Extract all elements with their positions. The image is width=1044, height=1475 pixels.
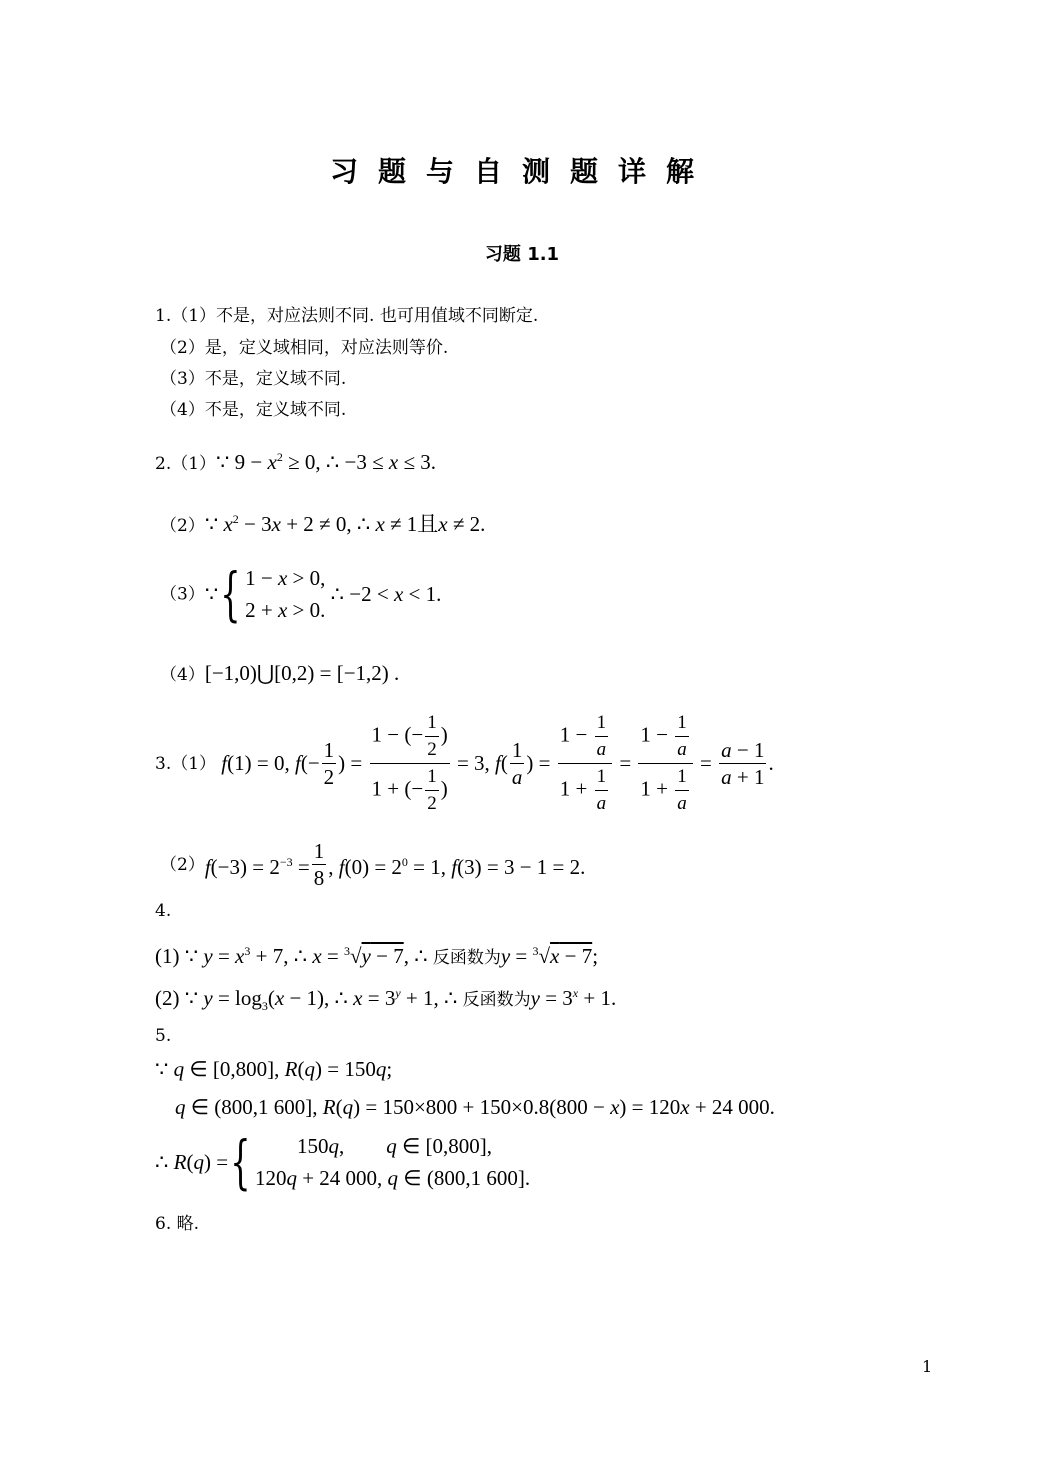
q3-part-2-label: （2） [160, 854, 205, 875]
q1-line-3: （3）不是，定义域不同. [160, 369, 347, 389]
q2-part-4-label: （4） [160, 665, 205, 685]
q2-part-1-label: 2.（1） [155, 454, 217, 474]
q3-part-2-formula: $f(-3) = 2^{-3}$ = $\frac{1}{8}$ , $f(0) = 2^0 = 1$, f(3) = 3 − 1 = 2. [204, 839, 586, 890]
section-title: 习题 1.1 [484, 244, 560, 265]
q3-part-1-label: 3.（1） [155, 753, 217, 774]
q2-part-2 [160, 508, 485, 537]
q4-inverse-text-1: 反函数为 [432, 948, 501, 968]
q3-part-2 [160, 838, 585, 891]
q4-label: 4. [155, 901, 172, 921]
q4-inverse-text-2: 反函数为 [462, 990, 531, 1010]
q4-part-2: (2) ∵ $y = \log_3(x - 1)$, ∴ $x = 3^y + 1$, ∴ 反函数为$y = 3^x + 1$. [155, 986, 617, 1014]
q5-label: 5. [155, 1026, 172, 1046]
q2-part-4 [160, 662, 399, 686]
q1-line-2: （2）是，定义域相同，对应法则等价. [160, 338, 449, 358]
q3-part-1 [155, 710, 774, 817]
q3-part-1-formula: f(1) = 0, f(− $\frac{1}{2}$ ) = 1 − (− $\frac{1}{2}$ ) 1 + (− $\frac{1}{2}$ ) = 3, f( $\frac{1}{a}$ ) = 1 − $\frac{1}{a}$ 1 + $\frac{1}{a}$ = 1 − $\frac{1}{a}$ 1 + $\frac{1}{a}$ = $\frac{a - 1}{a + 1}$ . [221, 712, 774, 814]
q2-part-1-formula: ∵ $9 - x^2 \ge 0$, ∴ −3 ≤ x ≤ 3. [216, 450, 436, 474]
q2-part-3 [160, 562, 441, 626]
q2-part-1 [155, 446, 436, 475]
page-number: 1 [922, 1357, 933, 1376]
q4-part-1: (1) ∵ $y = x^3 + 7$, ∴ x = $^3$√y − 7, ∴ 反函数为y = $^3$√x − 7; [155, 944, 599, 968]
q2-part-3-formula: ∵{ 1 − x > 0, 2 + x > 0. ∴ −2 < x < 1. [204, 560, 442, 628]
q2-part-2-label: （2） [160, 516, 205, 536]
q2-part-2-formula: ∵ $x^2 - 3x + 2 \ne 0$, ∴ x ≠ 1且x ≠ 2. [204, 512, 486, 536]
q1-line-4: （4）不是，定义域不同. [160, 400, 347, 420]
q2-part-3-label: （3） [160, 584, 205, 605]
q5-line-2: q ∈ (800,1 600], R(q) = 150×800 + 150×0.8(800 − x) = 120x + 24 000. [175, 1095, 775, 1119]
q6-line: 6. 略. [155, 1214, 200, 1234]
page-title: 习题与自测题详解 [329, 155, 714, 188]
q2-part-4-formula: [−1,0)⋃[0,2) = [−1,2) . [204, 661, 400, 685]
q5-piecewise: ∴ R(q) ={ 150q, q ∈ [0,800], 120q + 24 000, q ∈ (800,1 600]. [155, 1128, 531, 1196]
q5-line-1: ∵ q ∈ [0,800], R(q) = 150q; [155, 1057, 393, 1081]
q1-line-1: 1.（1）不是，对应法则不同. 也可用值域不同断定. [155, 306, 539, 326]
